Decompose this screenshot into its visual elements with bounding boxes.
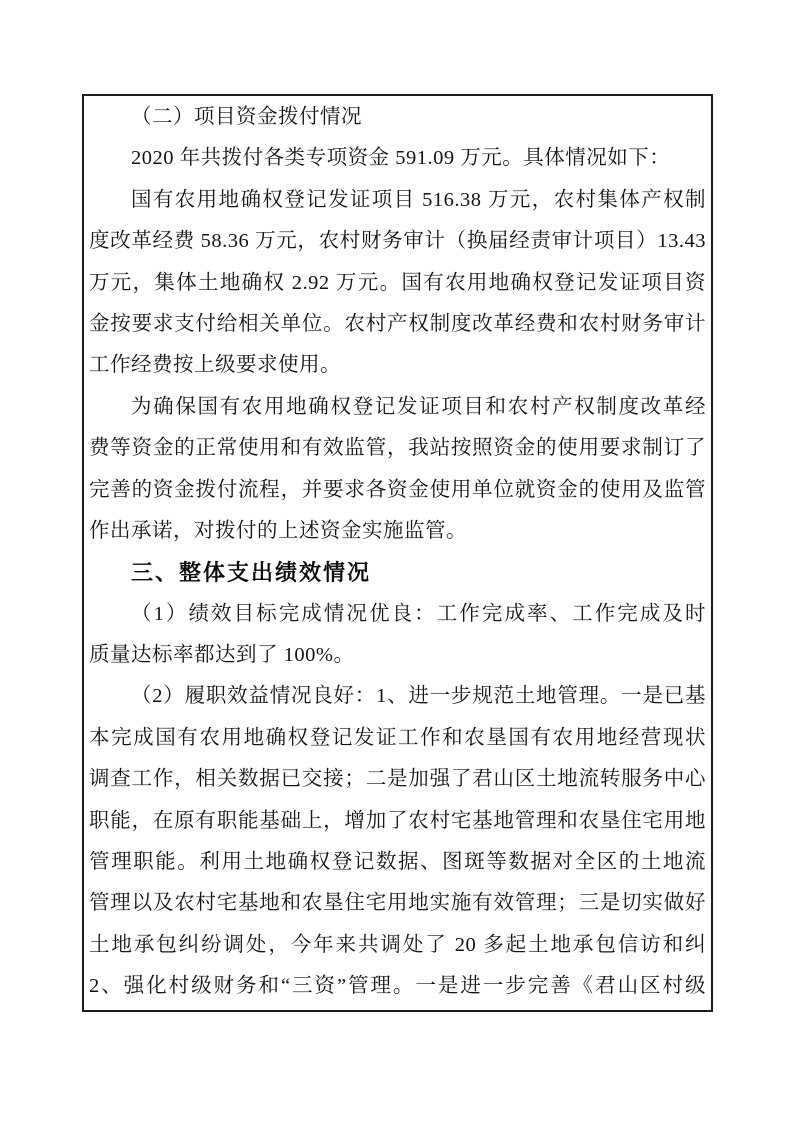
para-performance-targets-line: （1）绩效目标完成情况优良：工作完成率、工作完成及时 xyxy=(131,602,706,625)
para-fund-supervision-line: 为确保国有农用地确权登记发证项目和农村产权制度改革经 xyxy=(131,395,706,418)
para-fund-breakdown-line: 工作经费按上级要求使用。 xyxy=(89,354,341,377)
para-performance-benefits-line: 调查工作，相关数据已交接；二是加强了君山区土地流转服务中心 xyxy=(89,768,706,791)
subsection-heading-funding-line: （二）项目资金拨付情况 xyxy=(131,106,362,128)
para-fund-supervision-line: 完善的资金拨付流程，并要求各资金使用单位就资金的使用及监管 xyxy=(89,478,706,501)
para-fund-supervision-line: 作出承诺，对拨付的上述资金实施监管。 xyxy=(89,519,467,542)
para-performance-benefits-line: 土地承包纠纷调处，今年来共调处了 20 多起土地承包信访和纠 xyxy=(89,933,706,956)
para-performance-benefits-line: 管理职能。利用土地确权登记数据、图斑等数据对全区的土地流 xyxy=(89,851,706,874)
report-text-cell xyxy=(82,94,713,1012)
para-fund-breakdown-line: 万元，集体土地确权 2.92 万元。国有农用地确权登记发证项目资 xyxy=(89,271,706,294)
para-2020-total-funds-line: 2020 年共拨付各类专项资金 591.09 万元。具体情况如下： xyxy=(131,147,671,170)
para-performance-targets-line: 质量达标率都达到了 100%。 xyxy=(89,644,355,667)
section-heading-line: 三、整体支出绩效情况 xyxy=(131,560,372,586)
para-performance-benefits-line: （2）履职效益情况良好：1、进一步规范土地管理。一是已基 xyxy=(131,685,706,708)
para-fund-breakdown-line: 度改革经费 58.36 万元，农村财务审计（换届经责审计项目）13.43 xyxy=(89,230,706,253)
para-fund-breakdown-line: 金按要求支付给相关单位。农村产权制度改革经费和农村财务审计 xyxy=(89,312,706,335)
para-performance-benefits-line: 职能，在原有职能基础上，增加了农村宅基地管理和农垦住宅用地 xyxy=(89,809,706,832)
para-fund-breakdown-line: 国有农用地确权登记发证项目 516.38 万元，农村集体产权制 xyxy=(131,188,706,211)
para-performance-benefits-line: 本完成国有农用地确权登记发证工作和农垦国有农用地经营现状 xyxy=(89,726,706,749)
para-performance-benefits-line: 2、强化村级财务和“三资”管理。一是进一步完善《君山区村级 xyxy=(89,975,706,998)
para-fund-supervision-line: 费等资金的正常使用和有效监管，我站按照资金的使用要求制订了 xyxy=(89,437,706,460)
para-performance-benefits-line: 管理以及农村宅基地和农垦住宅用地实施有效管理；三是切实做好 xyxy=(89,892,706,915)
